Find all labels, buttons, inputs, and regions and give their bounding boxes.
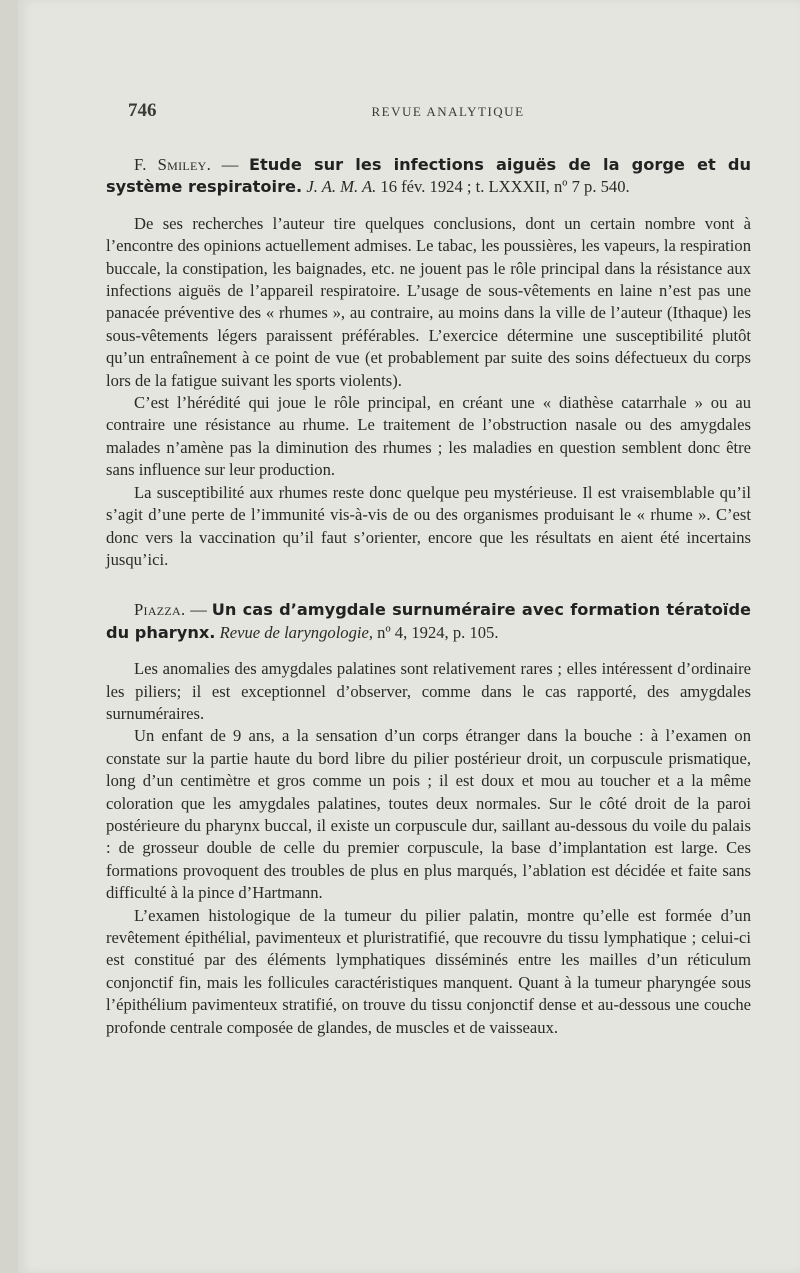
abstract-paragraph: C’est l’hérédité qui joue le rôle principal, en créant une « diathèse catarrhale » ou au contraire une résistance au rhume. Le traitement de l’obstruction nasale ou des amygdales malades n’amène pas la diminution des rhumes ; les maladies en question semblent donc être sans influence sur leur production.	[106, 393, 751, 480]
article-citation: 16 fév. 1924 ; t. LXXXII, nº 7 p. 540.	[376, 177, 630, 197]
article-smiley	[106, 154, 751, 571]
article-heading	[106, 599, 751, 644]
abstract-paragraph: De ses recherches l’auteur tire quelques conclusions, dont un certain nombre vont à l’encontre des opinions actuellement admises. Le tabac, les poussières, les vapeurs, la respiration buccale, la constipation, les baignades, etc. ne jouent pas le rôle principal dans la résistance aux infections aiguës de l’appareil respiratoire. L’usage de sous-vêtements en laine n’est pas une panacée préventive des « rhumes », au contraire, au moins dans la ville de l’auteur (Ithaque) les sous-vêtements légers paraissent préférables. L’exercice détermine une susceptibilité plutôt qu’un entraînement à ce point de vue (et probablement par suite des soins défectueux du corps lors de la fatigue suivant les sports violents).	[106, 213, 751, 390]
article-author: Piazza.	[134, 600, 186, 620]
article-title: Etude sur les infections aiguës de la gorge et du système respiratoire.	[106, 155, 751, 197]
article-title: Un cas d’amygdale surnuméraire avec formation tératoïde du pharynx.	[106, 600, 752, 642]
heading-dash: —	[185, 600, 212, 620]
abstract-paragraph: Les anomalies des amygdales palatines sont relativement rares ; elles intéressent d’ordinaire les piliers; il est exceptionnel d’observer, comme dans le cas rapporté, des amygdales surnuméraires.	[106, 659, 751, 723]
heading-dash: —	[211, 155, 249, 174]
content	[106, 154, 751, 1039]
journal-title: REVUE ANALYTIQUE	[371, 104, 525, 119]
article-citation: nº 4, 1924, p. 105.	[373, 622, 499, 642]
article-author: F. Smiley.	[134, 155, 212, 174]
abstract-paragraph: L’examen histologique de la tumeur du pilier palatin, montre qu’elle est formée d’un revêtement épithélial, pavimenteux et pluristratifié, que recouvre du tissu lymphatique ; celui-ci est constitué par des éléments lymphatiques disséminés entre les mailles d’un réticulum conjonctif fin, mais les follicules caractéristiques manquent. Quant à la tumeur pharyngée sous l’épithélium pavimenteux stratifié, on trouve du tissu conjonctif dense et au-dessous une couche profonde centrale composée de glandes, de muscles et de vaisseaux.	[106, 905, 751, 1037]
abstract-paragraph: La susceptibilité aux rhumes reste donc quelque peu mystérieuse. Il est vraisemblable qu’il s’agit d’une perte de l’immunité vis-à-vis de ou des organismes produisant le « rhume ». C’est donc vers la vaccination qu’il faut s’orienter, encore que les résultats en aient été incertains jusqu’ici.	[106, 482, 751, 569]
article-source: Revue de laryngologie,	[215, 622, 374, 642]
running-head	[128, 100, 768, 130]
article-source: J. A. M. A.	[302, 177, 377, 197]
page-number: 746	[128, 100, 157, 121]
abstract-paragraph: Un enfant de 9 ans, a la sensation d’un corps étranger dans la bouche : à l’examen on constate sur la partie haute du bord libre du pilier postérieur droit, un corpuscule prismatique, long d’un centimètre et gros comme un pois ; il est doux et mou au toucher et a la même coloration que les amygdales palatines, toutes deux normales. Sur le côté droit de la paroi postérieure du pharynx buccal, il existe un corpuscule dur, saillant au-dessous du voile du palais : de grosseur double de celle du premier corpuscule, la base d’implantation est large. Ces formations provoquent des troubles de plus en plus marqués, l’ablation est décidée et faite sans difficulté à la pince d’Hartmann.	[106, 726, 751, 903]
article-heading	[106, 154, 751, 199]
article-piazza	[106, 599, 751, 1039]
